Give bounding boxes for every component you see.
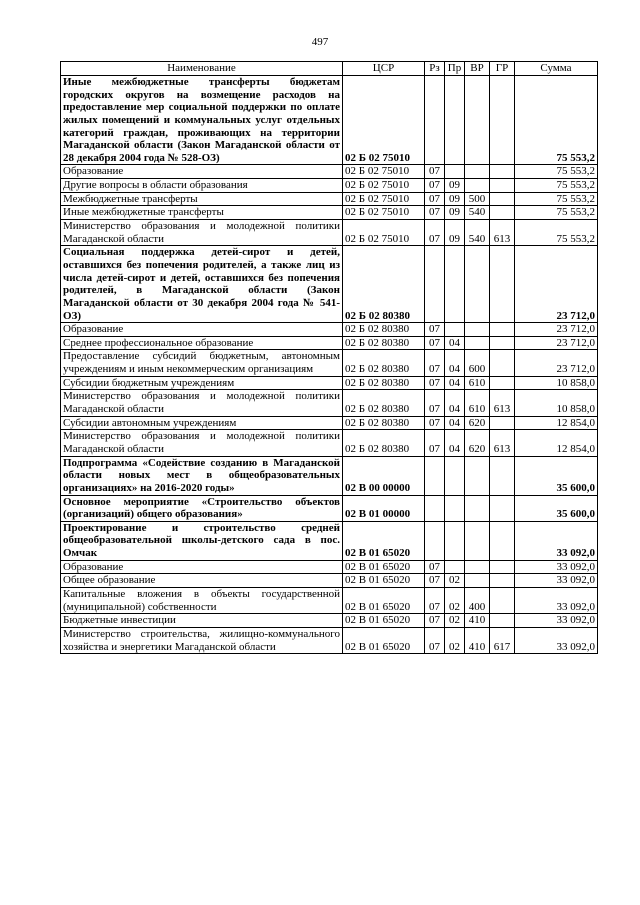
cell-gr: 613 (490, 430, 515, 456)
col-header-name: Наименование (61, 62, 343, 76)
cell-rz (425, 495, 445, 521)
cell-vr: 610 (465, 376, 490, 390)
col-header-sum: Сумма (515, 62, 598, 76)
cell-vr (465, 323, 490, 337)
cell-csr: 02 Б 02 80380 (343, 246, 425, 323)
cell-rz: 07 (425, 179, 445, 193)
cell-gr (490, 376, 515, 390)
table-row (61, 376, 598, 390)
cell-vr: 410 (465, 627, 490, 653)
cell-rz: 07 (425, 323, 445, 337)
cell-sum: 75 553,2 (515, 206, 598, 220)
table-row (61, 560, 598, 574)
cell-rz (425, 246, 445, 323)
cell-rz: 07 (425, 192, 445, 206)
cell-gr (490, 206, 515, 220)
cell-vr (465, 521, 490, 560)
cell-pr: 09 (445, 206, 465, 220)
cell-sum: 33 092,0 (515, 560, 598, 574)
cell-name: Министерство строительства, жилищно-коммунального хозяйства и энергетики Магаданской области (61, 627, 343, 653)
cell-pr (445, 246, 465, 323)
table-row (61, 76, 598, 165)
cell-gr (490, 456, 515, 495)
table-row (61, 179, 598, 193)
cell-vr (465, 246, 490, 323)
cell-gr: 617 (490, 627, 515, 653)
cell-csr: 02 Б 02 80380 (343, 430, 425, 456)
cell-vr: 410 (465, 614, 490, 628)
table-row (61, 390, 598, 416)
cell-vr (465, 165, 490, 179)
cell-sum: 75 553,2 (515, 76, 598, 165)
cell-pr: 09 (445, 220, 465, 246)
cell-name: Образование (61, 165, 343, 179)
col-header-pr: Пр (445, 62, 465, 76)
table-row (61, 323, 598, 337)
cell-sum: 33 092,0 (515, 587, 598, 613)
cell-pr: 09 (445, 192, 465, 206)
cell-gr (490, 587, 515, 613)
table-row (61, 574, 598, 588)
table-row (61, 165, 598, 179)
cell-gr (490, 560, 515, 574)
cell-csr: 02 В 01 65020 (343, 574, 425, 588)
cell-rz: 07 (425, 430, 445, 456)
cell-gr (490, 323, 515, 337)
cell-sum: 35 600,0 (515, 456, 598, 495)
cell-rz: 07 (425, 587, 445, 613)
cell-vr: 400 (465, 587, 490, 613)
cell-sum: 75 553,2 (515, 165, 598, 179)
cell-gr (490, 76, 515, 165)
cell-pr: 04 (445, 376, 465, 390)
cell-pr (445, 495, 465, 521)
cell-csr: 02 Б 02 75010 (343, 179, 425, 193)
cell-rz (425, 456, 445, 495)
cell-pr: 02 (445, 574, 465, 588)
cell-name: Социальная поддержка детей-сирот и детей, оставшихся без попечения родителей, а также лиц из числа детей-сирот и детей, оставшихся без попечения родителей, в Магаданской области (Закон Магаданской области от 30 декабря 2004 года № 541-ОЗ) (61, 246, 343, 323)
cell-pr: 04 (445, 416, 465, 430)
cell-name: Министерство образования и молодежной политики Магаданской области (61, 390, 343, 416)
cell-vr (465, 76, 490, 165)
cell-sum: 23 712,0 (515, 350, 598, 376)
table-row (61, 627, 598, 653)
cell-pr (445, 521, 465, 560)
cell-sum: 12 854,0 (515, 430, 598, 456)
cell-rz: 07 (425, 220, 445, 246)
cell-name: Основное мероприятие «Строительство объектов (организаций) общего образования» (61, 495, 343, 521)
cell-rz: 07 (425, 376, 445, 390)
table-row (61, 495, 598, 521)
cell-csr: 02 Б 02 80380 (343, 336, 425, 350)
table-header-row (61, 62, 598, 76)
cell-name: Капитальные вложения в объекты государственной (муниципальной) собственности (61, 587, 343, 613)
cell-csr: 02 В 01 65020 (343, 614, 425, 628)
cell-gr: 613 (490, 220, 515, 246)
table-row (61, 614, 598, 628)
cell-name: Среднее профессиональное образование (61, 336, 343, 350)
cell-sum: 23 712,0 (515, 323, 598, 337)
cell-sum: 33 092,0 (515, 521, 598, 560)
table-row (61, 220, 598, 246)
cell-name: Другие вопросы в области образования (61, 179, 343, 193)
col-header-rz: Рз (425, 62, 445, 76)
cell-gr (490, 495, 515, 521)
table-row (61, 350, 598, 376)
table-body (61, 76, 598, 654)
cell-pr: 04 (445, 430, 465, 456)
cell-gr (490, 416, 515, 430)
cell-pr (445, 165, 465, 179)
cell-sum: 10 858,0 (515, 390, 598, 416)
cell-sum: 75 553,2 (515, 192, 598, 206)
cell-csr: 02 В 01 65020 (343, 521, 425, 560)
cell-sum: 75 553,2 (515, 220, 598, 246)
table-row (61, 430, 598, 456)
cell-gr (490, 614, 515, 628)
cell-pr (445, 323, 465, 337)
cell-vr: 500 (465, 192, 490, 206)
cell-csr: 02 Б 02 75010 (343, 192, 425, 206)
table-row (61, 521, 598, 560)
cell-gr (490, 192, 515, 206)
cell-gr: 613 (490, 390, 515, 416)
cell-rz (425, 521, 445, 560)
cell-vr (465, 179, 490, 193)
cell-csr: 02 Б 02 80380 (343, 350, 425, 376)
cell-sum: 75 553,2 (515, 179, 598, 193)
cell-csr: 02 Б 02 75010 (343, 76, 425, 165)
table-row (61, 336, 598, 350)
cell-rz: 07 (425, 416, 445, 430)
cell-pr (445, 456, 465, 495)
cell-rz: 07 (425, 560, 445, 574)
cell-pr: 02 (445, 587, 465, 613)
col-header-vr: ВР (465, 62, 490, 76)
cell-vr: 610 (465, 390, 490, 416)
cell-vr: 620 (465, 430, 490, 456)
cell-sum: 23 712,0 (515, 336, 598, 350)
cell-rz: 07 (425, 390, 445, 416)
cell-gr (490, 350, 515, 376)
cell-pr: 02 (445, 614, 465, 628)
cell-vr: 540 (465, 220, 490, 246)
cell-gr (490, 574, 515, 588)
cell-vr (465, 456, 490, 495)
cell-rz: 07 (425, 614, 445, 628)
cell-name: Министерство образования и молодежной политики Магаданской области (61, 220, 343, 246)
cell-name: Общее образование (61, 574, 343, 588)
cell-sum: 33 092,0 (515, 574, 598, 588)
cell-name: Образование (61, 323, 343, 337)
cell-name: Субсидии бюджетным учреждениям (61, 376, 343, 390)
cell-sum: 35 600,0 (515, 495, 598, 521)
cell-gr (490, 165, 515, 179)
cell-pr: 04 (445, 390, 465, 416)
table-row (61, 587, 598, 613)
page-number: 497 (311, 36, 329, 48)
cell-csr: 02 В 01 65020 (343, 560, 425, 574)
cell-vr: 620 (465, 416, 490, 430)
cell-csr: 02 Б 02 80380 (343, 416, 425, 430)
cell-csr: 02 Б 02 75010 (343, 220, 425, 246)
cell-gr (490, 336, 515, 350)
table-row (61, 416, 598, 430)
cell-csr: 02 В 00 00000 (343, 456, 425, 495)
cell-csr: 02 В 01 00000 (343, 495, 425, 521)
cell-name: Министерство образования и молодежной политики Магаданской области (61, 430, 343, 456)
cell-sum: 12 854,0 (515, 416, 598, 430)
table-row (61, 456, 598, 495)
cell-csr: 02 Б 02 80380 (343, 390, 425, 416)
table-row (61, 192, 598, 206)
cell-rz: 07 (425, 206, 445, 220)
cell-name: Межбюджетные трансферты (61, 192, 343, 206)
cell-gr (490, 521, 515, 560)
budget-table (60, 61, 598, 654)
cell-pr: 02 (445, 627, 465, 653)
cell-csr: 02 Б 02 80380 (343, 323, 425, 337)
cell-name: Бюджетные инвестиции (61, 614, 343, 628)
cell-pr (445, 560, 465, 574)
cell-sum: 33 092,0 (515, 627, 598, 653)
cell-name: Подпрограмма «Содействие созданию в Магаданской области новых мест в общеобразовательных организациях» на 2016-2020 годы» (61, 456, 343, 495)
cell-rz: 07 (425, 336, 445, 350)
cell-csr: 02 В 01 65020 (343, 627, 425, 653)
col-header-csr: ЦСР (343, 62, 425, 76)
cell-name: Иные межбюджетные трансферты бюджетам городских округов на возмещение расходов на предоставление мер социальной поддержки по оплате жилых помещений и коммунальных услуг отдельных категорий граждан, проживающих на территории Магаданской области (Закон Магаданской области от 28 декабря 2004 года № 528-ОЗ) (61, 76, 343, 165)
cell-csr: 02 Б 02 80380 (343, 376, 425, 390)
cell-vr (465, 574, 490, 588)
cell-sum: 23 712,0 (515, 246, 598, 323)
cell-sum: 10 858,0 (515, 376, 598, 390)
cell-csr: 02 Б 02 75010 (343, 206, 425, 220)
table-row (61, 246, 598, 323)
cell-gr (490, 179, 515, 193)
cell-vr (465, 560, 490, 574)
cell-pr: 04 (445, 336, 465, 350)
cell-pr: 04 (445, 350, 465, 376)
cell-rz: 07 (425, 574, 445, 588)
table-row (61, 206, 598, 220)
cell-pr (445, 76, 465, 165)
cell-rz: 07 (425, 165, 445, 179)
cell-gr (490, 246, 515, 323)
col-header-gr: ГР (490, 62, 515, 76)
cell-name: Проектирование и строительство средней общеобразовательной школы-детского сада в пос. Омчак (61, 521, 343, 560)
cell-csr: 02 В 01 65020 (343, 587, 425, 613)
cell-vr: 540 (465, 206, 490, 220)
cell-rz (425, 76, 445, 165)
cell-rz: 07 (425, 350, 445, 376)
cell-name: Предоставление субсидий бюджетным, автономным учреждениям и иным некоммерческим организациям (61, 350, 343, 376)
cell-name: Образование (61, 560, 343, 574)
cell-name: Субсидии автономным учреждениям (61, 416, 343, 430)
cell-sum: 33 092,0 (515, 614, 598, 628)
cell-pr: 09 (445, 179, 465, 193)
cell-csr: 02 Б 02 75010 (343, 165, 425, 179)
cell-name: Иные межбюджетные трансферты (61, 206, 343, 220)
cell-vr (465, 336, 490, 350)
cell-rz: 07 (425, 627, 445, 653)
cell-vr (465, 495, 490, 521)
cell-vr: 600 (465, 350, 490, 376)
